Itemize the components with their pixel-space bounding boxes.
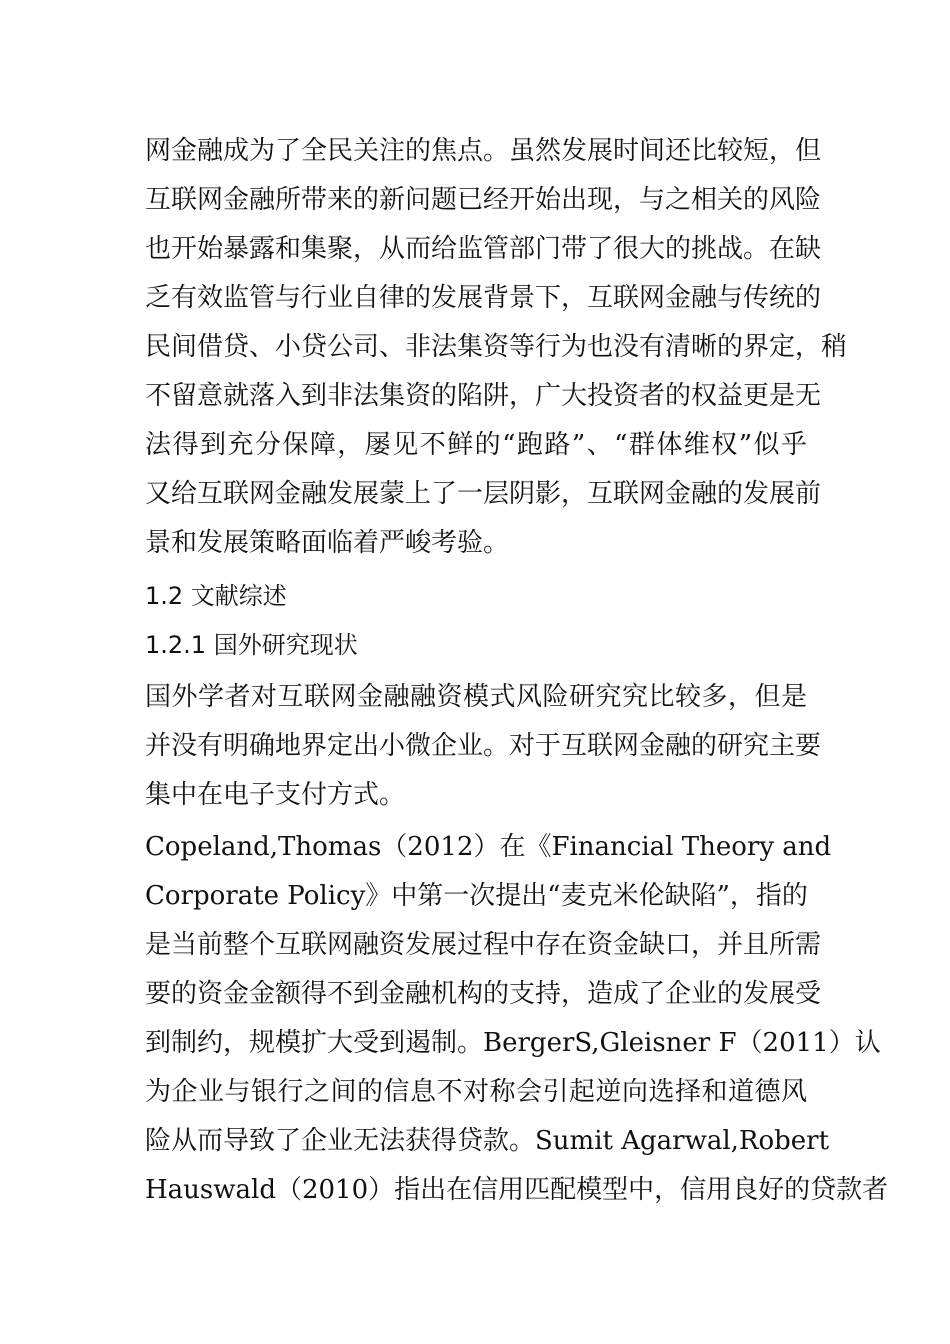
paragraph-line: Corporate Policy》中第一次提出“麦克米伦缺陷”，指的 (145, 881, 808, 911)
paragraph-line: 不留意就落入到非法集资的陷阱，广大投资者的权益更是无 (145, 381, 822, 411)
paragraph-line: 景和发展策略面临着严峻考验。 (145, 528, 510, 558)
paragraph-line: Copeland,Thomas（2012）在《Financial Theory and (145, 832, 832, 862)
paragraph-line: 又给互联网金融发展蒙上了一层阴影，互联网金融的发展前 (145, 479, 822, 509)
paragraph-line: 也开始暴露和集聚，从而给监管部门带了很大的挑战。在缺 (145, 234, 822, 264)
subsection-heading: 1.2.1 国外研究现状 (145, 631, 358, 659)
paragraph-line: Hauswald（2010）指出在信用匹配模型中，信用良好的贷款者 (145, 1175, 889, 1205)
paragraph-line: 法得到充分保障，屡见不鲜的“跑路”、“群体维权”似乎 (145, 430, 807, 460)
paragraph-line: 互联网金融所带来的新问题已经开始出现，与之相关的风险 (145, 185, 822, 215)
paragraph-line: 国外学者对互联网金融融资模式风险研究究比较多，但是 (145, 682, 807, 712)
paragraph-line: 为企业与银行之间的信息不对称会引起逆向选择和道德风 (145, 1077, 807, 1107)
paragraph-line: 并没有明确地界定出小微企业。对于互联网金融的研究主要 (145, 731, 822, 761)
paragraph-line: 到制约，规模扩大受到遏制。BergerS,Gleisner F（2011）认 (145, 1028, 881, 1058)
paragraph-line: 民间借贷、小贷公司、非法集资等行为也没有清晰的界定，稍 (145, 332, 848, 362)
paragraph-line: 要的资金金额得不到金融机构的支持，造成了企业的发展受 (145, 979, 822, 1009)
paragraph-line: 乏有效监管与行业自律的发展背景下，互联网金融与传统的 (145, 283, 822, 313)
section-heading: 1.2 文献综述 (145, 582, 287, 610)
paragraph-line: 网金融成为了全民关注的焦点。虽然发展时间还比较短，但 (145, 136, 822, 166)
paragraph-line: 集中在电子支付方式。 (145, 780, 406, 810)
paragraph-line: 是当前整个互联网融资发展过程中存在资金缺口，并且所需 (145, 930, 822, 960)
paragraph-line: 险从而导致了企业无法获得贷款。Sumit Agarwal,Robert (145, 1126, 830, 1156)
